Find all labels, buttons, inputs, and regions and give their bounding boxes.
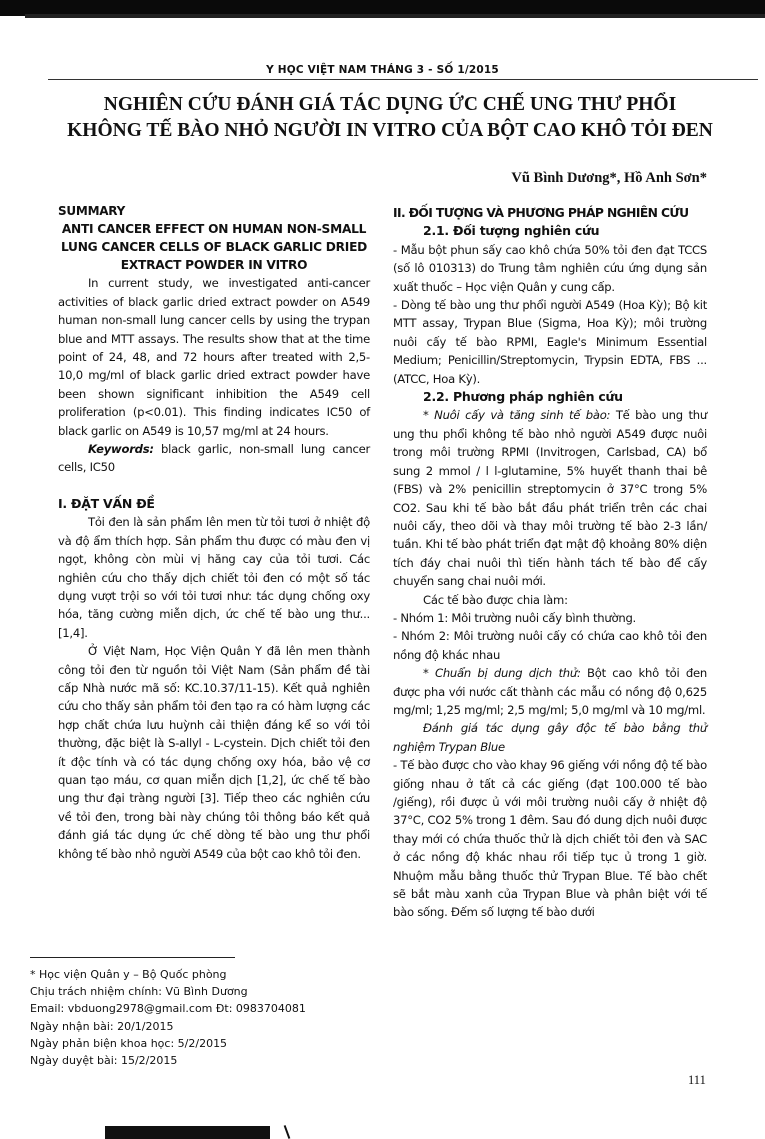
running-header: Y HỌC VIỆT NAM THÁNG 3 - SỐ 1/2015 [266,64,499,76]
prep-text: Bột cao khô tỏi đen được pha với nước cất thành các mẫu có nồng độ 0,625 mg/ml; 1,25 mg/ml; 2,5 mg/ml; 5,0 mg/ml và 10 mg/ml. [393,666,707,717]
footnote-rule [30,957,235,958]
footnote-corresponding: Chịu trách nhiệm chính: Vũ Bình Dương [30,985,248,999]
section-1-paragraph-1: Tỏi đen là sản phẩm lên men từ tỏi tươi ở nhiệt độ và độ ẩm thích hợp. Sản phẩm thu được có màu đen vị ngọt, không còn mùi vị hăng cay của tỏi tươi. Các nghiên cứu cho thấy dịch chiết tỏi đen có một số tác dụng vượt trội so với tỏi tươi như: tác dụng chống oxy hóa, tăng cường miễn dịch, ức chế tế bào ung thư...[1,4]. [58,515,370,640]
right-column [393,204,707,922]
title-line-2: KHÔNG TẾ BÀO NHỎ NGƯỜI IN VITRO CỦA BỘT CAO KHÔ TỎI ĐEN [67,120,713,141]
prep-lead: * Chuẩn bị dung dịch thử: [423,666,581,681]
header-rule [48,79,758,80]
materials-item-2: - Dòng tế bào ung thư phổi người A549 (Hoa Kỳ); Bộ kit MTT assay, Trypan Blue (Sigma, Hoa Kỳ); môi trường nuôi cấy tế bào RPMI, Eagle's Minimum Essential Medium; Penicillin/Streptomycin, Trypsin EDTA, FBS ... (ATCC, Hoa Kỳ). [393,298,707,386]
keywords [58,440,370,477]
page-number: 111 [688,1073,706,1087]
summary-body: In current study, we investigated anti-cancer activities of black garlic dried extract powder on A549 human non-small lung cancer cells by using the trypan blue and MTT assays. The results show that at the time point of 24, 48, and 72 hours after treated with 2,5- 10,0 mg/ml of black garlic dried extract powder have been shown significant inhibition the A549 cell proliferation (p<0.01). This finding indicates IC50 of black garlic on A549 is 10,57 mg/ml at 24 hours. [58,276,370,438]
footnote-accepted: Ngày duyệt bài: 15/2/2015 [30,1054,178,1068]
trypan-heading [393,719,707,756]
section-1-paragraph-2: Ở Việt Nam, Học Viện Quân Y đã lên men thành công tỏi đen từ nguồn tỏi Việt Nam (Sản phẩm đề tài cấp Nhà nước mã số: KC.10.37/11-15). Kết quả nghiên cứu cho thấy sản phẩm tỏi đen tạo ra có hàm lượng các hợp chất chứa lưu huỳnh cải thiện đáng kể so với tỏi thường, đặc biệt là S-allyl - L-cystein. Dịch chiết tỏi đen ít độc tính và có tác dụng chống oxy hóa, bảo vệ cơ quan tạo máu, cơ quan miễn dịch [1,2], ức chế tế bào ung thư đại tràng người [3]. Tiếp theo các nghiên cứu về tỏi đen, trong bài này chúng tôi thông báo kết quả đánh giá tác dụng ức chế dòng tế bào ung thư phổi không tế bào nhỏ người A549 của bột cao khô tỏi đen. [58,644,370,861]
footnotes [30,966,370,1069]
culture-lead: * Nuôi cấy và tăng sinh tế bào: [423,408,611,423]
paper-title [40,92,740,144]
scan-artifact [105,1126,270,1139]
trypan-paragraph: - Tế bào được cho vào khay 96 giếng với nồng độ tế bào giống nhau ở tất cả các giếng (đạt 100.000 tế bào /giếng), rồi được ủ với môi trường nuôi cấy ở nhiệt độ 37°C, CO2 5% trong 1 đêm. Sau đó dung dịch nuôi được thay mới có chứa thuốc thử là dịch chiết tỏi đen và SAC ở các nồng độ khác nhau rồi tiếp tục ủ trong 1 giờ. Nhuộm mẫu bằng thuốc thử Trypan Blue. Tế bào chết sẽ bắt màu xanh của Trypan Blue và phân biệt với tế bào sống. Đếm số lượng tế bào dưới [393,758,707,920]
trypan-heading-text: Đánh giá tác dụng gây độc tế bào bằng thử nghiệm Trypan Blue [393,721,707,754]
culture-paragraph [393,406,707,590]
section-1-heading: I. ĐẶT VẤN ĐỀ [58,495,155,511]
prep-paragraph [393,664,707,719]
group-1: - Nhóm 1: Môi trường nuôi cấy bình thường. [393,610,636,625]
keywords-label: Keywords: [88,442,154,457]
footnote-affiliation: * Học viện Quân y – Bộ Quốc phòng [30,968,227,981]
summary-title: ANTI CANCER EFFECT ON HUMAN NON-SMALL LUNG CANCER CELLS OF BLACK GARLIC DRIED EXTRACT POWDER IN VITRO [60,222,368,273]
left-column [58,202,370,863]
culture-text: Tế bào ung thư ung thu phổi không tế bào nhỏ người A549 được nuôi trong môi trường RPMI (Invitrogen, Carlsbad, CA) bổ sung 2 mmol / l l-glutamine, 5% huyết thanh thai bê (FBS) và 2% penicillin streptomycin ở 37°C trong 5% CO2. Sau khi tế bào bắt đầu phát triển trên các chai nuôi cấy, theo dõi và thay môi trường tế bào 2-3 lần/ tuần. Khi tế bào phát triển đạt mật độ khoảng 80% diện tích đáy chai nuôi thì tiến hành tách tế bào để cấy chuyển sang chai nuôi mới. [393,408,708,589]
scan-artifact-mark [284,1125,291,1139]
footnote-email: Email: vbduong2978@gmail.com Đt: 0983704081 [30,1002,306,1016]
scan-border-shadow [25,14,765,18]
section-2-heading: II. ĐỐI TƯỢNG VÀ PHƯƠNG PHÁP NGHIÊN CỨU [393,206,689,220]
subsection-2-2-heading: 2.2. Phương pháp nghiên cứu [423,389,623,405]
footnote-received: Ngày nhận bài: 20/1/2015 [30,1019,174,1033]
footnote-reviewed: Ngày phản biện khoa học: 5/2/2015 [30,1036,228,1050]
title-line-1: NGHIÊN CỨU ĐÁNH GIÁ TÁC DỤNG ỨC CHẾ UNG THƯ PHỔI [103,94,677,115]
summary-heading: SUMMARY [58,204,126,218]
authors: Vũ Bình Dương*, Hồ Anh Sơn* [511,170,707,186]
materials-item-1: - Mẫu bột phun sấy cao khô chứa 50% tỏi đen đạt TCCS (số lô 010313) do Trung tâm nghiên cứu ứng dụng sản xuất thuốc – Học viện Quân y cung cấp. [393,242,707,294]
groups-intro: Các tế bào được chia làm: [423,592,568,607]
group-2: - Nhóm 2: Môi trường nuôi cấy có chứa cao khô tỏi đen nồng độ khác nhau [393,629,707,662]
keywords-text: black garlic, non-small lung cancer cells, IC50 [58,442,370,475]
subsection-2-1-heading: 2.1. Đối tượng nghiên cứu [423,223,600,239]
